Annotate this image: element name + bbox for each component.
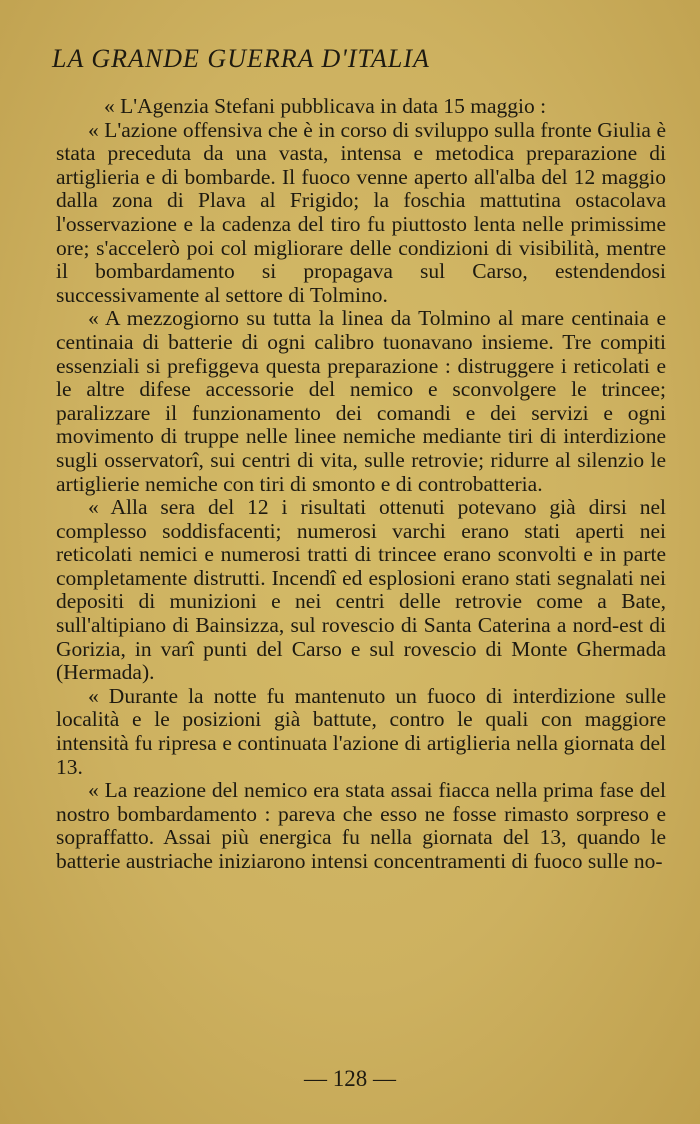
page-number: — 128 — (304, 1066, 396, 1091)
paragraph: « L'Agenzia Stefani pubblicava in data 15 maggio : (104, 94, 547, 118)
paragraph: « Alla sera del 12 i risultati ottenuti potevano già dirsi nel complesso soddisfacenti; numerosi varchi erano stati aperti nei reticolati nemici e numerosi tratti di trincee erano sconvolti e in parte completamente distrutti. Incendî ed esplosioni erano stati segnalati nei depositi di munizioni e nei centri delle retrovie come a Bate, sull'altipiano di Bainsizza, sul rovescio di Santa Caterina a nord-est di Gorizia, in varî punti del Carso e sul rovescio di Monte Ghermada (Hermada). (56, 495, 666, 685)
paragraph: « L'azione offensiva che è in corso di sviluppo sulla fronte Giulia è stata preceduta da una vasta, intensa e metodica preparazione di artiglieria e di bombarde. Il fuoco venne aperto all'alba del 12 maggio dalla zona di Plava al Frigido; la foschia mattutina ostacolava l'osservazione e la cadenza del tiro fu piuttosto lenta nelle primissime ore; s'accelerò poi col migliorare delle condizioni di visibilità, mentre il bombardamento si propagava sul Carso, estendendosi successivamente al settore di Tolmino. (56, 117, 666, 307)
running-head: LA GRANDE GUERRA D'ITALIA (52, 44, 430, 73)
paragraph: « Durante la notte fu mantenuto un fuoco di interdizione sulle località e le posizioni già battute, contro le quali con maggiore intensità fu ripresa e continuata l'azione di artiglieria nella giornata del 13. (56, 683, 666, 779)
paragraph: « La reazione del nemico era stata assai fiacca nella prima fase del nostro bombardamento : pareva che esso ne fosse rimasto sorpreso e sopraffatto. Assai più energica fu nella giornata del 13, quando le batterie austriache iniziarono intensi concentramenti di fuoco sulle no- (56, 778, 666, 873)
paragraph: « A mezzogiorno su tutta la linea da Tolmino al mare centinaia e centinaia di batterie di ogni calibro tuonavano insieme. Tre compiti essenziali si prefiggeva questa preparazione : distruggere i reticolati e le altre difese accessorie del nemico e sconvolgere le trincee; paralizzare il funzionamento dei comandi e dei servizi e ogni movimento di truppe nelle linee nemiche mediante tiri di interdizione sugli osservatorî, sui centri di vita, sulle retrovie; ridurre al silenzio le artiglierie nemiche con tiri di smonto e di controbatteria. (56, 306, 666, 496)
body-text (56, 95, 666, 874)
